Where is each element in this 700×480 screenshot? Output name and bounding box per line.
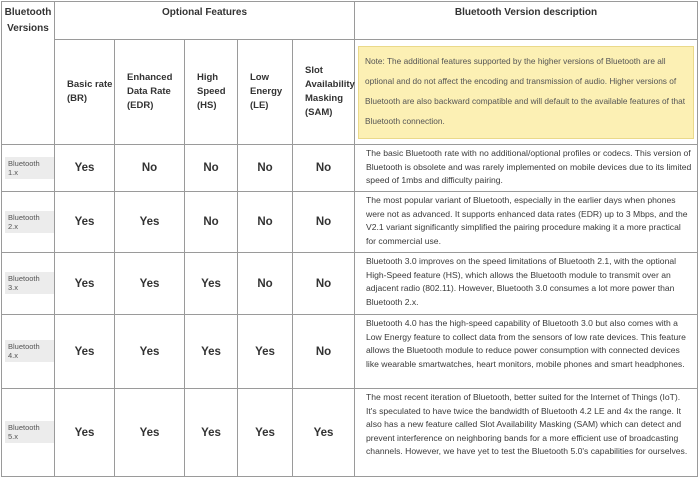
value-cell: Yes bbox=[115, 389, 185, 477]
feature-header-edr: Enhanced Data Rate (EDR) bbox=[115, 40, 185, 145]
value-cell: No bbox=[293, 192, 355, 253]
value-cell: No bbox=[293, 253, 355, 315]
value-cell: No bbox=[238, 192, 293, 253]
version-label: Bluetooth 1.x bbox=[5, 157, 54, 179]
value-cell: Yes bbox=[115, 192, 185, 253]
header-row bbox=[2, 2, 698, 40]
value-cell: Yes bbox=[55, 253, 115, 315]
version-cell bbox=[2, 145, 55, 192]
value-cell: No bbox=[238, 253, 293, 315]
value-cell: No bbox=[293, 145, 355, 192]
table-row bbox=[2, 315, 698, 389]
value-cell: Yes bbox=[55, 145, 115, 192]
description-cell: The most recent iteration of Bluetooth, better suited for the Internet of Things (IoT). It's speculated to have twice the bandwidth of Bluetooth 4.2 LE and 4x the range. It also has a new feature called Slot Availability Masking (SAM) which can detect and prevent interference on neighboring bands for a more efficient use of broadcasting channels. However, we have yet to test the Bluetooth 5.0's capabilities for ourselves. bbox=[355, 389, 698, 477]
version-cell bbox=[2, 389, 55, 477]
value-cell: Yes bbox=[55, 192, 115, 253]
value-cell: Yes bbox=[238, 315, 293, 389]
value-cell: Yes bbox=[115, 253, 185, 315]
version-label: Bluetooth 5.x bbox=[5, 421, 54, 443]
feature-header-le: Low Energy (LE) bbox=[238, 40, 293, 145]
feature-header-hs: High Speed (HS) bbox=[185, 40, 238, 145]
optional-features-header: Optional Features bbox=[55, 2, 355, 40]
note-box: Note: The additional features supported by the higher versions of Bluetooth are all optional and do not affect the encoding and transmission of audio. Higher versions of Bluetooth are also backward compatible and will default to the available features of that Bluetooth connection. bbox=[358, 46, 694, 139]
table-row bbox=[2, 145, 698, 192]
description-cell: The basic Bluetooth rate with no additional/optional profiles or codecs. This version of Bluetooth is obsolete and was rarely implemented on mobile devices due to its limited speed of 1mbs and difficulty pairing. bbox=[355, 145, 698, 192]
subheader-row bbox=[2, 40, 698, 145]
version-label: Bluetooth 4.x bbox=[5, 340, 54, 362]
value-cell: Yes bbox=[293, 389, 355, 477]
value-cell: Yes bbox=[55, 389, 115, 477]
table-row bbox=[2, 389, 698, 477]
table-row bbox=[2, 192, 698, 253]
version-label: Bluetooth 3.x bbox=[5, 272, 54, 294]
note-cell bbox=[355, 40, 698, 145]
value-cell: No bbox=[185, 145, 238, 192]
value-cell: Yes bbox=[55, 315, 115, 389]
value-cell: No bbox=[115, 145, 185, 192]
description-cell: Bluetooth 3.0 improves on the speed limitations of Bluetooth 2.1, with the optional High-Speed feature (HS), which allows the Bluetooth module to transmit over an adjacent radio (802.11). However, Bluetooth 3.0 consumes a lot more power than Bluetooth 2.x. bbox=[355, 253, 698, 315]
description-header: Bluetooth Version description bbox=[355, 2, 698, 40]
feature-header-sam: Slot Availability Masking (SAM) bbox=[293, 40, 355, 145]
version-label: Bluetooth 2.x bbox=[5, 211, 54, 233]
version-cell bbox=[2, 192, 55, 253]
description-cell: Bluetooth 4.0 has the high-speed capability of Bluetooth 3.0 but also comes with a Low Energy feature to collect data from the sensors of low rate devices. This feature allows the Bluetooth module to reduce power consumption with connected devices like wearable smartwatches, heart monitors, mobile phones and smart headphones. bbox=[355, 315, 698, 389]
version-cell bbox=[2, 253, 55, 315]
value-cell: Yes bbox=[185, 315, 238, 389]
versions-header: Bluetooth Versions bbox=[2, 2, 55, 145]
value-cell: Yes bbox=[238, 389, 293, 477]
value-cell: Yes bbox=[185, 389, 238, 477]
value-cell: No bbox=[185, 192, 238, 253]
value-cell: Yes bbox=[185, 253, 238, 315]
feature-header-br: Basic rate (BR) bbox=[55, 40, 115, 145]
table-row bbox=[2, 253, 698, 315]
description-cell: The most popular variant of Bluetooth, especially in the earlier days when phones were not as advanced. It supports enhanced data rates (EDR) up to 3 Mbps, and the V2.1 variant significantly simplified the pairing procedure making it a more practical for commercial use. bbox=[355, 192, 698, 253]
version-cell bbox=[2, 315, 55, 389]
value-cell: No bbox=[238, 145, 293, 192]
bluetooth-versions-table bbox=[1, 1, 698, 477]
value-cell: Yes bbox=[115, 315, 185, 389]
value-cell: No bbox=[293, 315, 355, 389]
